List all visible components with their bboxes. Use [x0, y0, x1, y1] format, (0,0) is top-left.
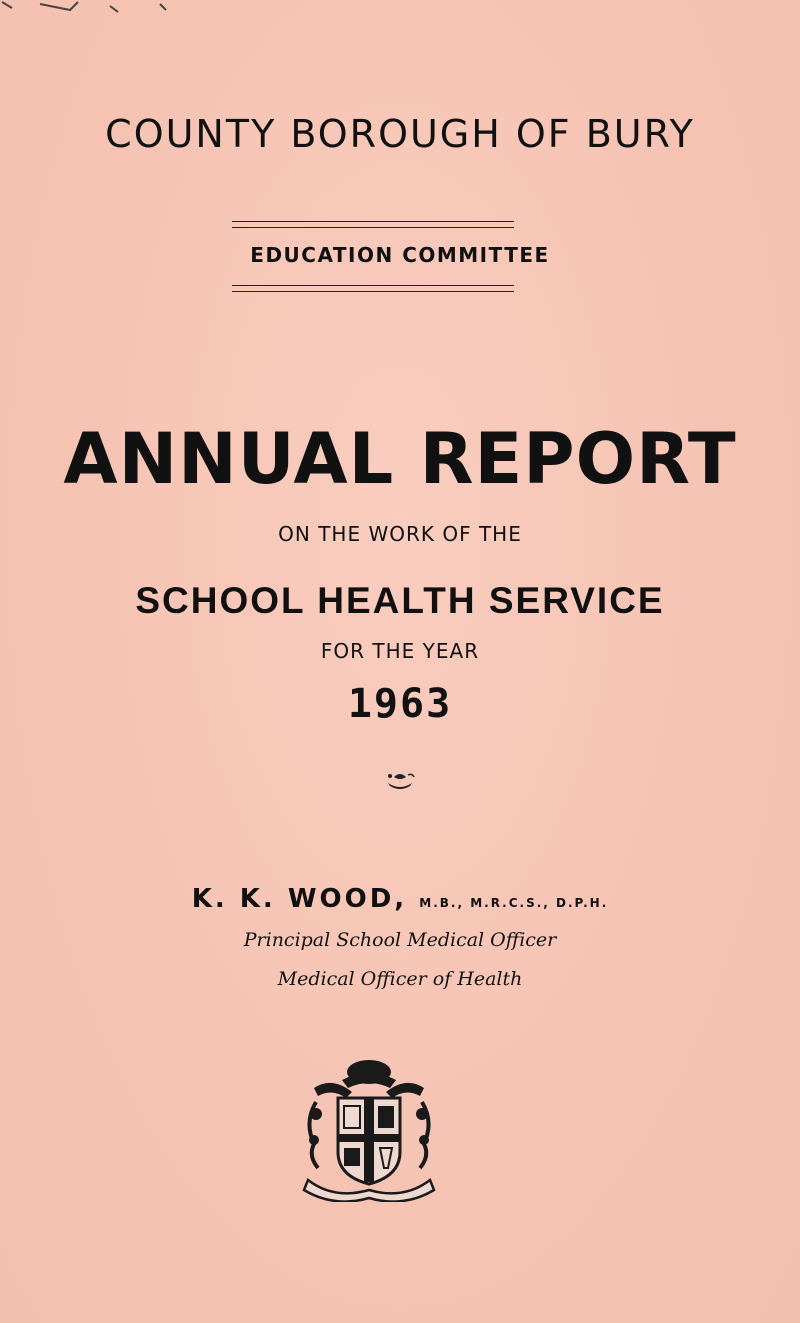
service-heading: SCHOOL HEALTH SERVICE — [135, 580, 665, 621]
author-qualifications: M.B., M.R.C.S., D.P.H. — [419, 896, 609, 910]
report-title: ANNUAL REPORT — [63, 418, 737, 500]
top-double-rule — [232, 221, 514, 228]
author-line — [0, 884, 800, 914]
author-role-secondary: Medical Officer of Health — [277, 968, 523, 990]
report-year: 1963 — [347, 681, 453, 727]
author-name: K. K. WOOD, — [191, 884, 408, 914]
edge-marks — [0, 0, 200, 14]
author-role-primary: Principal School Medical Officer — [243, 929, 557, 951]
authority-heading: COUNTY BOROUGH OF BURY — [105, 112, 695, 156]
borough-crest-icon — [294, 1052, 444, 1202]
bottom-double-rule — [232, 285, 514, 292]
ornament-icon — [384, 771, 416, 791]
report-subtitle: ON THE WORK OF THE — [278, 522, 522, 546]
for-year-label: FOR THE YEAR — [320, 639, 480, 663]
committee-heading: EDUCATION COMMITTEE — [250, 243, 550, 267]
